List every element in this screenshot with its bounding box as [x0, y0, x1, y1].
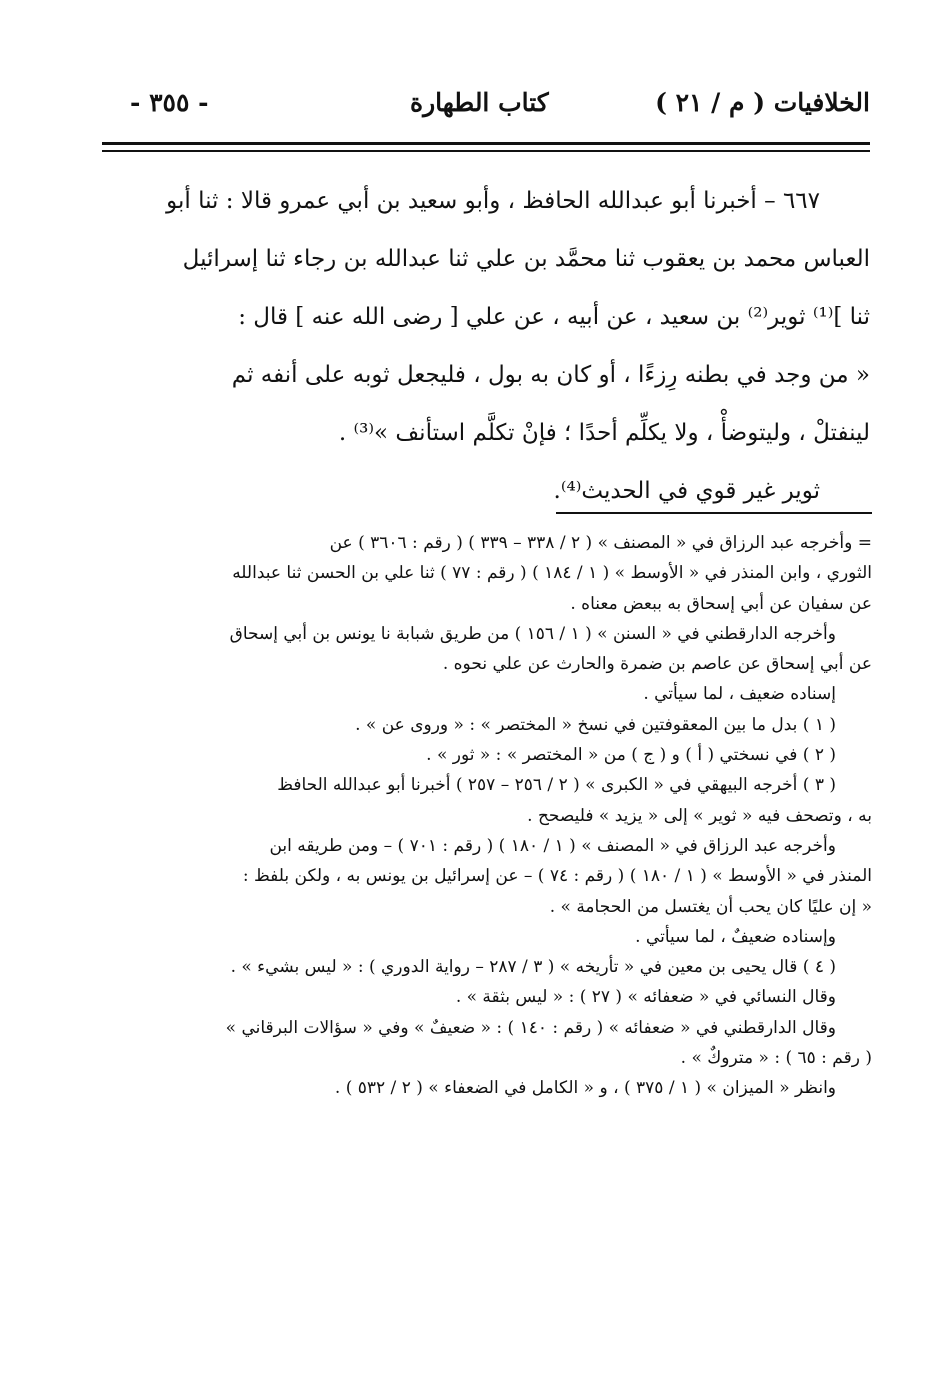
footnote-line: إسناده ضعيف ، لما سيأتي . [643, 684, 836, 705]
book-reference: الخلافيات ( م / ٢١ ) [655, 88, 870, 117]
footnote-line: عن أبي إسحاق عن عاصم بن ضمرة والحارث عن علي نحوه . [442, 654, 872, 675]
page-header [100, 88, 870, 132]
footnote-line: وأخرجه الدارقطني في « السنن » ( ١ / ١٥٦ ) من طريق شبابة نا يونس بن أبي إسحاق [229, 623, 836, 644]
footnote-line: ( ١ ) بدل ما بين المعقوفتين في نسخ « المختصر » : « وروى عن » . [355, 714, 836, 735]
footnote-line: الثوري ، وابن المنذر في « الأوسط » ( ١ / ١٨٤ ) ( رقم : ٧٧ ) ثنا علي بن الحسن ثنا عبدالله [232, 563, 872, 584]
footnote-line: المنذر في « الأوسط » ( ١ / ١٨٠ ) ( رقم : ٧٤ ) – عن إسرائيل بن يونس به ، ولكن بلفظ : [242, 866, 872, 887]
footnotes [100, 528, 872, 1104]
main-line: العباس محمد بن يعقوب ثنا محمَّد بن علي ثنا عبدالله بن رجاء ثنا إسرائيل [182, 246, 870, 272]
main-line: ثنا ]⁽¹⁾ ثوير⁽²⁾ بن سعيد ، عن أبيه ، عن علي [ رضى الله عنه ] قال : [238, 304, 870, 330]
main-line: لينفتلْ ، وليتوضأْ ، ولا يكلِّم أحدًا ؛ فإنْ تكلَّم استأنف »⁽³⁾ . [338, 420, 870, 446]
footnote-line: ( رقم : ٦٥ ) : « متروكٌ » . [680, 1048, 872, 1069]
footnote-line: ( ٢ ) في نسختي ( أ ) و ( ج ) من « المختصر » : « ثور » . [426, 745, 836, 766]
footnote-line: وإسناده ضعيفٌ ، لما سيأتي . [635, 926, 836, 947]
footnote-line: وأخرجه عبد الرزاق في « المصنف » ( ١ / ١٨٠ ) ( رقم : ٧٠١ ) – ومن طريقه ابن [269, 835, 836, 856]
chapter-title: كتاب الطهارة [410, 88, 549, 117]
footnote-line: وقال الدارقطني في « ضعفائه » ( رقم : ١٤٠ ) : « ضعيفٌ » وفي « سؤالات البرقاني » [225, 1017, 836, 1038]
footnote-line: ( ٣ ) أخرجه البيهقي في « الكبرى » ( ٢ / ٢٥٦ – ٢٥٧ ) أخبرنا أبو عبدالله الحافظ [277, 775, 836, 796]
footnote-separator [556, 512, 872, 514]
main-line: ثوير غير قوي في الحديث⁽⁴⁾. [553, 478, 820, 504]
footnote-line: به ، وتصحف فيه « ثوير » إلى « يزيد » فليصحح . [527, 805, 872, 826]
header-rule-thin [102, 150, 870, 152]
footnote-line: = وأخرجه عبد الرزاق في « المصنف » ( ٢ / ٣٣٨ – ٣٣٩ ) ( رقم : ٣٦٠٦ ) عن [329, 533, 872, 553]
footnote-line: ( ٤ ) قال يحيى بن معين في « تأريخه » ( ٣ / ٢٨٧ – رواية الدوري ) : « ليس بشيء » . [230, 957, 836, 978]
footnote-line: وقال النسائي في « ضعفائه » ( ٢٧ ) : « ليس بثقة » . [455, 987, 836, 1008]
page-number: - ٣٥٥ - [130, 88, 209, 117]
footnote-line: « إن عليًا كان يحب أن يغتسل من الحجامة » . [549, 896, 872, 917]
footnote-line: وانظر « الميزان » ( ١ / ٣٧٥ ) ، و « الكامل في الضعفاء » ( ٢ / ٥٣٢ ) . [334, 1078, 836, 1099]
header-rule-thick [102, 142, 870, 145]
hadith-text [100, 172, 870, 520]
main-line: ٦٦٧ – أخبرنا أبو عبدالله الحافظ ، وأبو سعيد بن أبي عمرو قالا : ثنا أبو [166, 188, 820, 214]
footnote-line: عن سفيان عن أبي إسحاق به ببعض معناه . [570, 593, 872, 614]
main-line: « من وجد في بطنه رِزءًا ، أو كان به بول ، فليجعل ثوبه على أنفه ثم [231, 362, 870, 388]
